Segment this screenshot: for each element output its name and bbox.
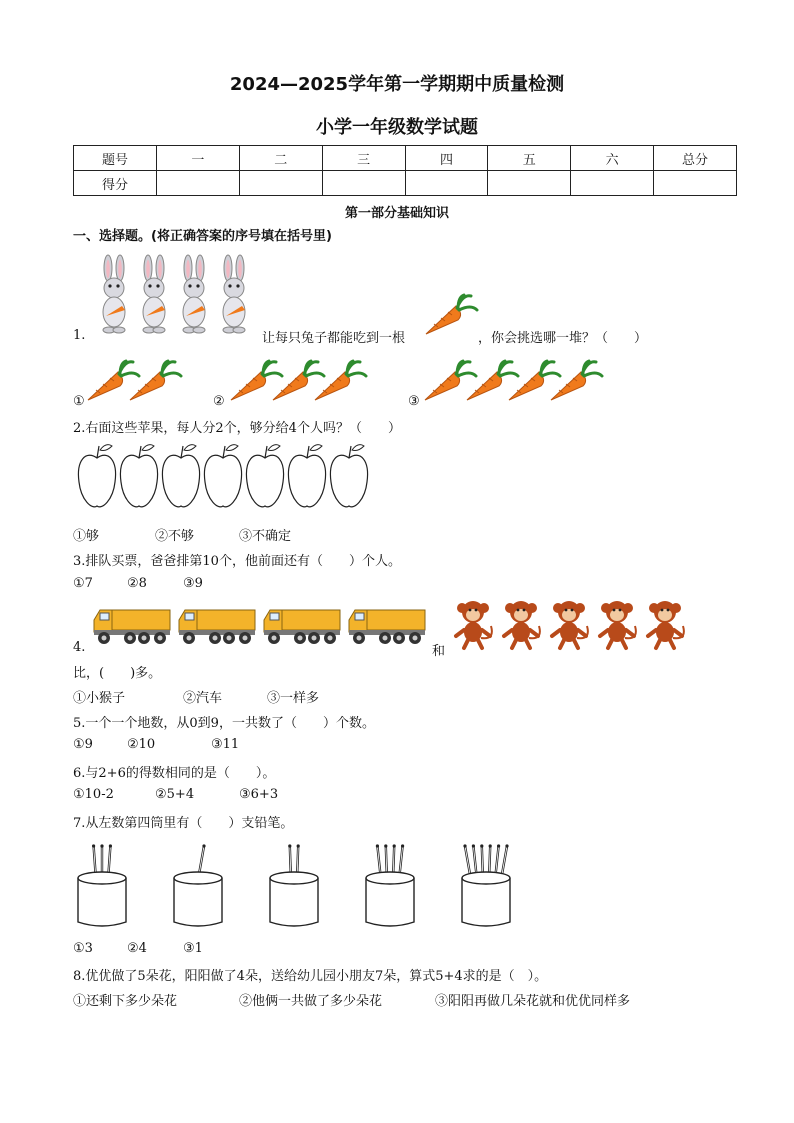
score-header-cell: 题号 <box>74 146 157 171</box>
q3-option-2[interactable]: ②8 <box>127 576 147 591</box>
truck-icon <box>264 610 340 644</box>
apple-icon <box>204 445 241 507</box>
score-input-cell[interactable] <box>239 171 322 196</box>
carrot-icon <box>315 361 366 400</box>
q8-text: 8.优优做了5朵花，阳阳做了4朵，送给幼儿园小朋友7朵，算式5+4求的是（ ）。 <box>73 969 548 984</box>
score-table-header-row <box>74 146 737 171</box>
exam-title: 2024—2025学年第一学期期中质量检测 <box>229 74 565 95</box>
monkey-icon <box>456 601 492 648</box>
q2-option-2[interactable]: ②不够 <box>155 529 195 544</box>
pencil-cup-icon <box>366 844 414 926</box>
q8-option-3[interactable]: ③阳阳再做几朵花就和优优同样多 <box>435 994 631 1009</box>
carrot-icon <box>551 361 602 400</box>
score-input-cell[interactable] <box>322 171 405 196</box>
score-input-cell[interactable] <box>488 171 571 196</box>
q3-text: 3.排队买票，爸爸排第10个，他前面还有（ ）个人。 <box>73 554 401 569</box>
monkey-icon <box>600 601 636 648</box>
q2-option-3[interactable]: ③不确定 <box>239 529 292 544</box>
score-header-cell: 六 <box>571 146 654 171</box>
score-row-label: 得分 <box>74 171 157 196</box>
carrot-icon <box>130 361 181 400</box>
q1-option-1[interactable]: ① <box>73 394 85 409</box>
rabbits-illustration <box>92 256 262 336</box>
truck-icon <box>94 610 170 644</box>
score-header-cell: 四 <box>405 146 488 171</box>
q5-option-2[interactable]: ②10 <box>127 737 156 752</box>
pencil-cups-illustration <box>70 840 520 932</box>
q4-option-3[interactable]: ③一样多 <box>267 691 320 706</box>
rabbit-icon <box>183 255 205 333</box>
pencil-cup-icon <box>78 844 126 926</box>
carrot-icon <box>231 361 282 400</box>
score-table-score-row <box>74 171 737 196</box>
q1-text-a: 让每只兔子都能吃到一根 <box>262 331 406 346</box>
q2-option-1[interactable]: ①够 <box>73 529 100 544</box>
score-header-cell: 五 <box>488 146 571 171</box>
monkeys-illustration <box>448 598 698 648</box>
q4-option-1[interactable]: ①小猴子 <box>73 691 126 706</box>
carrot-icon <box>509 361 560 400</box>
apples-illustration <box>74 442 374 512</box>
score-header-cell: 总分 <box>654 146 737 171</box>
exam-subtitle: 小学一年级数学试题 <box>316 117 478 138</box>
q1-number: 1. <box>73 328 86 343</box>
q7-text: 7.从左数第四筒里有（ ）支铅笔。 <box>73 816 294 831</box>
q8-option-1[interactable]: ①还剩下多少朵花 <box>73 994 178 1009</box>
apple-icon <box>120 445 157 507</box>
q5-options <box>73 737 239 752</box>
carrot-icon <box>273 361 324 400</box>
rabbit-icon <box>223 255 245 333</box>
monkey-icon <box>552 601 588 648</box>
q6-options <box>73 787 278 802</box>
q3-option-1[interactable]: ①7 <box>73 576 93 591</box>
rabbit-icon <box>143 255 165 333</box>
monkey-icon <box>648 601 684 648</box>
q5-text: 5.一个一个地数，从0到9，一共数了（ ）个数。 <box>73 716 375 731</box>
apple-icon <box>330 445 367 507</box>
carrot-icon <box>467 361 518 400</box>
q2-options <box>73 525 291 544</box>
carrot-pile-3 <box>423 356 603 406</box>
score-table <box>73 145 737 196</box>
score-input-cell[interactable] <box>405 171 488 196</box>
truck-icon <box>349 610 425 644</box>
apple-icon <box>246 445 283 507</box>
part-title: 第一部分基础知识 <box>344 206 449 221</box>
carrot-icon <box>422 290 478 340</box>
carrot-icon <box>425 361 476 400</box>
monkey-icon <box>504 601 540 648</box>
q7-option-1[interactable]: ①3 <box>73 941 93 956</box>
apple-icon <box>162 445 199 507</box>
carrot-icon <box>426 295 477 334</box>
q4-options <box>73 687 319 706</box>
q7-option-2[interactable]: ②4 <box>127 941 147 956</box>
q6-option-3[interactable]: ③6+3 <box>239 787 279 802</box>
score-input-cell[interactable] <box>157 171 240 196</box>
pencil-cup-icon <box>462 844 510 926</box>
score-header-cell: 一 <box>157 146 240 171</box>
q4-and: 和 <box>432 644 446 659</box>
carrot-icon <box>88 361 139 400</box>
q7-options <box>73 941 203 956</box>
q7-option-3[interactable]: ③1 <box>183 941 203 956</box>
q8-options <box>73 990 630 1009</box>
q1-text-b: ，你会挑选哪一堆？（ ） <box>478 331 648 346</box>
pencil-cup-icon <box>174 844 222 926</box>
carrot-pile-1 <box>86 356 186 406</box>
q1-option-3[interactable]: ③ <box>408 394 420 409</box>
q6-option-1[interactable]: ①10-2 <box>73 787 114 802</box>
q3-option-3[interactable]: ③9 <box>183 576 203 591</box>
q6-text: 6.与2+6的得数相同的是（ ）。 <box>73 766 276 781</box>
rabbit-icon <box>103 255 125 333</box>
apple-icon <box>288 445 325 507</box>
pencil-cup-icon <box>270 844 318 926</box>
q2-text: 2.右面这些苹果，每人分2个，够分给4个人吗？（ ） <box>73 421 401 436</box>
q6-option-2[interactable]: ②5+4 <box>155 787 195 802</box>
trucks-illustration <box>90 602 430 647</box>
q1-option-2[interactable]: ② <box>213 394 225 409</box>
score-header-cell: 二 <box>239 146 322 171</box>
score-input-cell[interactable] <box>571 171 654 196</box>
score-input-cell[interactable] <box>654 171 737 196</box>
score-header-cell: 三 <box>322 146 405 171</box>
q4-number: 4. <box>73 640 86 655</box>
section-title: 一、选择题。(将正确答案的序号填在括号里) <box>73 229 332 244</box>
q5-option-3[interactable]: ③11 <box>211 737 240 752</box>
q5-option-1[interactable]: ①9 <box>73 737 93 752</box>
q4-option-2[interactable]: ②汽车 <box>183 691 223 706</box>
q8-option-2[interactable]: ②他俩一共做了多少朵花 <box>239 994 383 1009</box>
q3-options <box>73 576 203 591</box>
apple-icon <box>78 445 115 507</box>
q4-text: 比，( )多。 <box>73 666 162 681</box>
truck-icon <box>179 610 255 644</box>
carrot-pile-2 <box>229 356 369 406</box>
